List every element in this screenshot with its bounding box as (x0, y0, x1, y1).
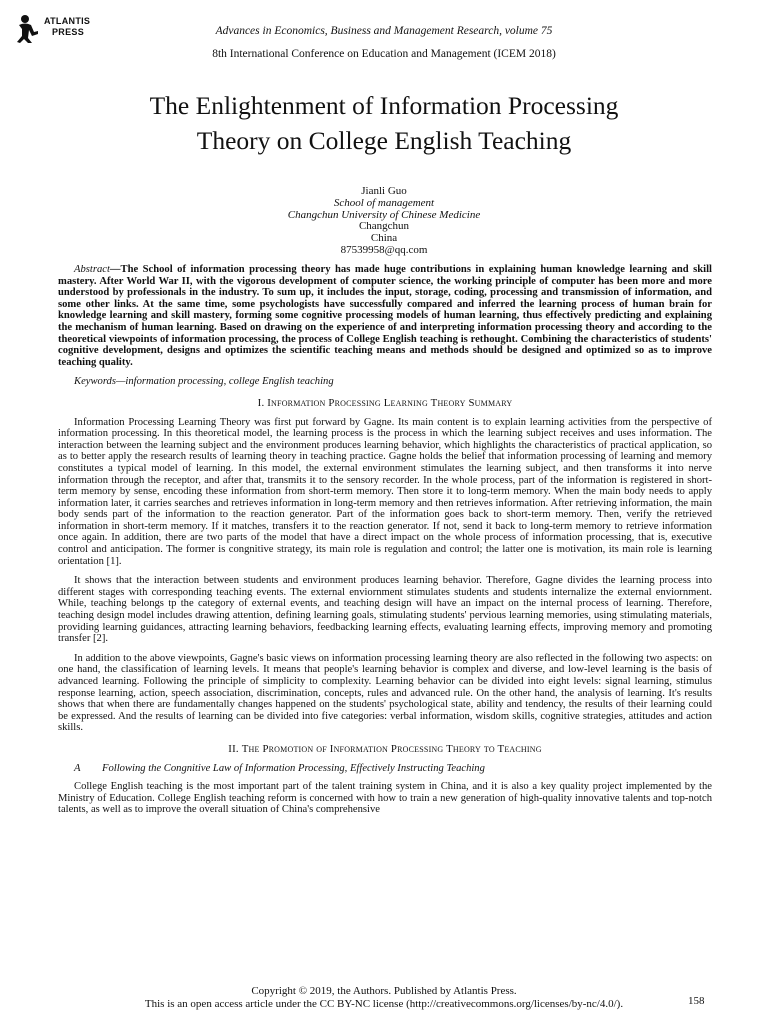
paper-title (40, 88, 728, 158)
subsection-a-heading (58, 763, 712, 775)
title-line-2: Theory on College English Teaching (196, 126, 572, 155)
section-2-number: II. (228, 742, 239, 755)
abstract-text: —The School of information processing theory has made huge contributions in explaining human knowledge learning and skill mastery. After World War II, with the vigorous development of computer science, the working principle of computer has been more and more understood by professionals in the industry. To sum up, it includes the input, storage, coding, processing and transmission of information, and some other links. At the same time, some psychologists have successfully compared and inferred the learning process of human brain for knowledge learning and skill mastery, forming some cognitive processing models of human learning, thus effectively predicting and explaining the mechanism of human learning. Based on drawing on the experience of and interpreting information processing theory and according to the theoretical viewpoints of information processing, the process of College English teaching is rethought. Combining the characteristics of students' cognitive development, designs and optimizes the scientific teaching means and methods should be designed and optimized so as to improve teaching quality. (58, 264, 712, 368)
footer-license: This is an open access article under the CC BY-NC license (http://creativecommons.org/licenses/by-nc/4.0/). (144, 998, 624, 1010)
author-country: China (370, 232, 398, 245)
section-2-heading (58, 744, 712, 756)
section-2-paragraph-1: College English teaching is the most important part of the talent training system in China, and it is also a key quality project implemented by the Ministry of Education. College English teaching reform is concerned with how to train a new generation of high-quality innovative talents and top-notch talents, as well as to improve the overall situation of China's comprehensive (58, 781, 712, 816)
paper-body (58, 264, 712, 824)
footer-copyright: Copyright © 2019, the Authors. Published by Atlantis Press. (251, 985, 517, 997)
abstract-label: Abstract (74, 264, 110, 275)
section-1-paragraph-2: It shows that the interaction between students and environment produces learning behavior. Therefore, Gagne divides the learning process into different stages with corresponding teaching events. The external enviornment stimulates students and students internalize the external enviornment. While, teaching belongs tp the category of external events, and teaching design will have an impact on the internal process of learning. Therefore, teaching design model includes drawing attention, defining learning goals, stimulating students' pervious learning memories, using stimulating materials, providing learning guidances, attracting learning behaviors, feedbacking learning effects, evaluating learning effects, improving memory and promoting transfer [2]. (58, 575, 712, 645)
section-1-paragraph-1: Information Processing Learning Theory was first put forward by Gagne. Its main content is to explain learning activities from the perspective of information processing. In this theoretical model, the learning process is the process in which the learning subject receives and uses information. The interaction between the learning subject and the environment produces learning behavior, which highlights the characteristics of practical application, so as to better apply the research results of learning theory in teaching practice. Gagne holds the belief that information processing of learning and memory constitutes a typical model of learning. In this model, the external environment stimulates the learning subject, and then transforms it into nerve information through the receptor, and after that, transmits it to the sensory recorder. In the whole process, part of the information is registered in short-term memory by sense, encoding these information from short-term memory. Then store it to long-term memory. When the main body needs to apply information later, it carries searches and retrieves information in long-term memory and then retrieves information. After retrieving information, the main body sends part of the information to the reaction generator. Part of the information goes back to short-term memory. Then, verify the retrieved information in short-term memory. If it matches, transfers it to the reaction generator. If not, send it back to long-term memory to retrieve information once again. In addition, there are two parts of the model that have a direct impact on the whole process of information processing, that is, executive control and anticipation. The former is congnitive strategy, its main role is regulation and control; the latter one is motivation, its main role is learning orientation [1]. (58, 416, 712, 567)
author-city: Changchun (358, 220, 410, 233)
section-1-number: I. (257, 396, 265, 409)
author-university: Changchun University of Chinese Medicine (287, 208, 481, 221)
page-number: 158 (688, 995, 705, 1007)
section-1-paragraph-3: In addition to the above viewpoints, Gagne's basic views on information processing learning theory are also reflected in the following two aspects: on one hand, the classification of learning levels. It means that people's learning behavior is complex and diverse, and low-level learning is the basis of advanced learning. Following the principle of simplicity to complexity. Learning behavior can be divided into eight levels: signal learning, stimulus response learning, action, speech association, discrimination, concepts, rules and advanced rule. On the other hand, the analysis of learning. It's results shows that when there are fundamentally changes happened on the students' psychological state, ability and tendency, the results of their learning could be expressed. And the results of learning can be divided into five categories: verbal information, wisdom skills, cognitive strategies, attitudes and action skills. (58, 652, 712, 734)
author-email: 87539958@qq.com (340, 243, 428, 256)
section-1-title: Information Processing Learning Theory Summary (267, 396, 513, 409)
subsection-title: Following the Congnitive Law of Information Processing, Effectively Instructing Teaching (102, 762, 485, 774)
logo-line-2: PRESS (52, 27, 85, 37)
series-header: Advances in Economics, Business and Management Research, volume 75 (215, 25, 553, 37)
conference-header: 8th International Conference on Education and Management (ICEM 2018) (212, 48, 556, 60)
author-name: Jianli Guo (361, 185, 407, 197)
author-block (0, 186, 768, 257)
section-2-title: The Promotion of Information Processing Theory to Teaching (241, 742, 542, 755)
footer (0, 985, 768, 1011)
keywords: Keywords—information processing, college English teaching (74, 376, 334, 388)
title-line-1: The Enlightenment of Information Processing (149, 91, 619, 120)
section-1-heading (58, 398, 712, 410)
subsection-letter: A (74, 762, 81, 774)
logo-line-1: ATLANTIS (44, 16, 91, 26)
abstract (58, 264, 712, 368)
author-department: School of management (333, 196, 435, 209)
